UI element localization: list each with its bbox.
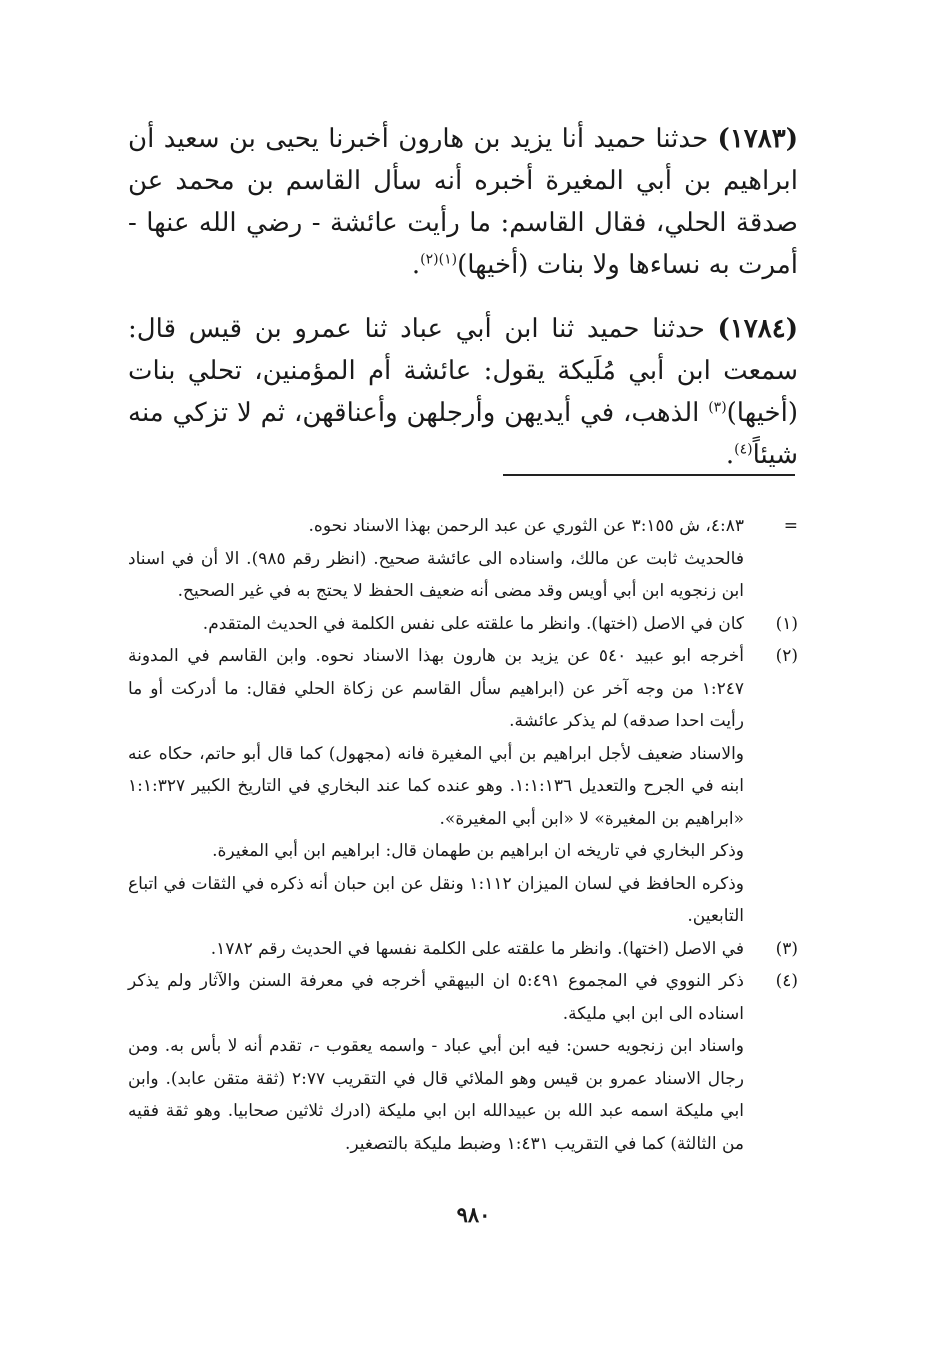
footnote-body: [128, 510, 744, 608]
footnote-1: [128, 608, 798, 641]
footnote-separator: [503, 474, 795, 476]
hadith-1784: [128, 308, 798, 476]
footnote-paragraph: أخرجه ابو عبيد ٥٤٠ عن يزيد بن هارون بهذا الاسناد نحوه. وابن القاسم في المدونة ١:٢٤٧ من وجه آخر عن (ابراهيم سأل القاسم عن زكاة الحلي فقال: ما أدركت أو ما رأيت احدا صدقه) لم يذكر عائشة.: [128, 646, 744, 731]
hadith-text: حدثنا حميد أنا يزيد بن هارون أخبرنا يحيى بن سعيد أن ابراهيم بن أبي المغيرة أخبره أنه سأل القاسم بن محمد عن صدقة الحلي، فقال القاسم: ما رأيت عائشة - رضي الله عنها - أمرت به نساءها ولا بنات (أخيها): [128, 124, 798, 280]
footnote-4: [128, 965, 798, 1160]
footnote-3: [128, 933, 798, 966]
footnote-paragraph: ٤:٨٣، ش ٣:١٥٥ عن الثوري عن عبد الرحمن بهذا الاسناد نحوه.: [308, 516, 744, 536]
hadith-end: .: [411, 250, 421, 280]
hadith-number: (١٧٨٤): [717, 314, 798, 344]
footnote-paragraph: وذكره الحافظ في لسان الميزان ١:١١٢ ونقل عن ابن حبان أنه ذكره في الثقات في اتباع التابعين.: [128, 873, 744, 926]
footnote-mark: (٤): [775, 971, 798, 991]
footnote-paragraph: وذكر البخاري في تاريخه ان ابراهيم بن طهمان قال: ابراهيم ابن أبي المغيرة.: [212, 841, 744, 861]
hadith-number: (١٧٨٣): [717, 124, 798, 154]
footnote-paragraph: في الاصل (اختها). وانظر ما علقته على الكلمة نفسها في الحديث رقم ١٧٨٢.: [210, 938, 744, 959]
footnote-body: [128, 965, 744, 1160]
footnote-paragraph: واسناد ابن زنجويه حسن: فيه ابن أبي عباد - واسمه يعقوب -، تقدم أنه لا بأس به. ومن رجال الاسناد عمرو بن قيس وهو الملائي قال في التقريب ٢:٧٧ (ثقة متقن عابد). وابن ابي مليكة اسمه عبد الله بن عبيدالله ابن ابي مليكة (ادرك ثلاثين صحابيا. وهو ثقة فقيه من الثالثة) كما في التقريب ١:٤٣١ وضبط مليكة بالتصغير.: [128, 1036, 744, 1154]
footnote-mark: (٢): [775, 646, 798, 666]
footnote-mark: (١): [775, 613, 798, 634]
footnote-mark: (٣): [775, 938, 798, 959]
footnotes: [128, 510, 798, 1160]
footnote-2: [128, 640, 798, 933]
footnote-body: [128, 608, 744, 641]
footnote-ref: (٣): [708, 399, 727, 416]
footnote-continuation: [128, 510, 798, 608]
footnote-ref: (١)(٢): [420, 251, 458, 268]
footnote-body: [128, 933, 744, 966]
footnote-ref: (٤): [734, 441, 753, 458]
hadith-text-continued: الذهب، في أيديهن وأرجلهن وأعناقهن، ثم لا تزكي منه شيئاً: [128, 398, 798, 470]
footnote-body: [128, 640, 744, 933]
page-number: ٩٨٠: [456, 1202, 491, 1227]
footnote-paragraph: فالحديث ثابت عن مالك، واسناده الى عائشة صحيح. (انظر رقم ٩٨٥). الا أن في اسناد ابن زنجويه ابن أبي أويس وقد مضى أنه ضعيف الحفظ لا يحتج به في غير الصحيح.: [128, 548, 744, 601]
footnote-mark: =: [783, 516, 798, 536]
footnote-paragraph: كان في الاصل (اختها). وانظر ما علقته على نفس الكلمة في الحديث المتقدم.: [202, 613, 744, 634]
footnote-paragraph: والاسناد ضعيف لأجل ابراهيم بن أبي المغيرة فانه (مجهول) كما قال أبو حاتم، حكاه عنه ابنه في الجرح والتعديل ١:١:١٣٦. وهو عنده كما عند البخاري في التاريخ الكبير ١:١:٣٢٧ «ابراهيم بن المغيرة» لا «ابن أبي المغيرة».: [128, 743, 745, 829]
hadith-end: .: [725, 440, 735, 470]
main-text: [128, 118, 798, 498]
footnote-paragraph: ذكر النووي في المجموع ٥:٤٩١ ان البيهقي أخرجه في معرفة السنن والآثار ولم يذكر اسناده الى ابن ابي مليكة.: [128, 971, 744, 1024]
hadith-1783: [128, 118, 798, 286]
hadith-text: حدثنا حميد ثنا ابن أبي عباد ثنا عمرو بن قيس قال: سمعت ابن أبي مُلَيكة يقول: عائشة أم المؤمنين، تحلي بنات (أخيها): [128, 314, 798, 428]
